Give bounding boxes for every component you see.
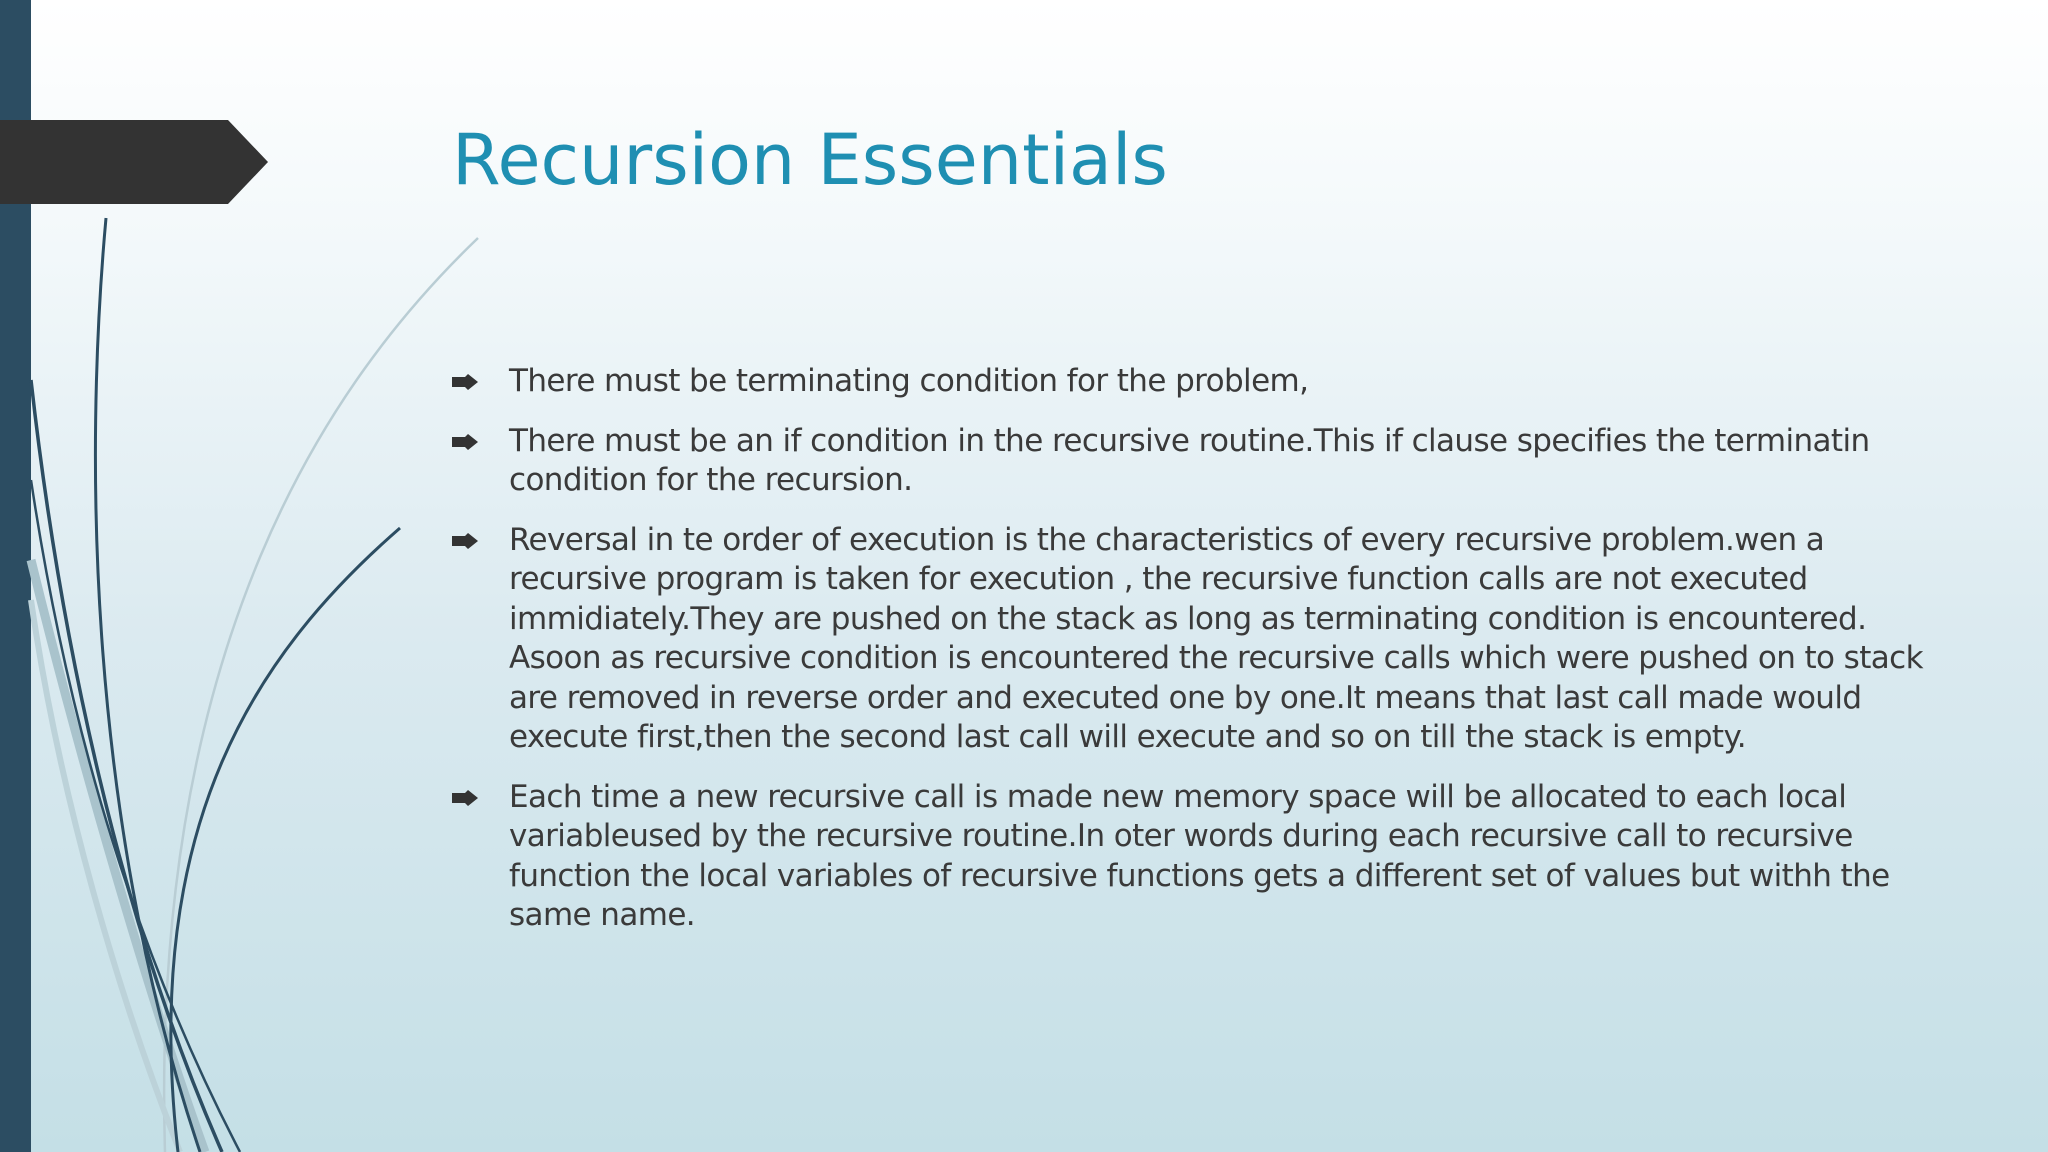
- arrow-tab-shape: [0, 120, 268, 204]
- bullet-item: [452, 521, 1932, 758]
- slide-title: Recursion Essentials: [452, 119, 1168, 201]
- arrow-right-icon: [452, 374, 478, 390]
- bullet-item: [452, 778, 1932, 936]
- bullet-text: There must be terminating condition for the problem,: [509, 363, 1309, 399]
- bullet-text: There must be an if condition in the recursive routine.This if clause specifies the terminatin condition for the recursion.: [509, 422, 1870, 498]
- arrow-right-icon: [452, 533, 478, 549]
- bullet-text: Each time a new recursive call is made new memory space will be allocated to each local variableused by the recursive routine.In oter words during each recursive call to recursive function the local variables of recursive functions gets a different set of values but withh the same name.: [509, 778, 1890, 933]
- bullet-text: Reversal in te order of execution is the characteristics of every recursive problem.wen a recursive program is taken for execution , the recursive function calls are not executed immidiately.They are pushed on the stack as long as terminating condition is encountered. Asoon as recursive condition is encountered the recursive calls which were pushed on to stack are removed in reverse order and executed one by one.It means that last call made would execute first,then the second last call will execute and so on till the stack is empty.: [509, 521, 1923, 755]
- bullet-list: [452, 362, 1932, 956]
- bullet-item: [452, 362, 1932, 402]
- bullet-item: [452, 422, 1932, 501]
- decorative-curves: [0, 0, 520, 1152]
- arrow-right-icon: [452, 434, 478, 450]
- arrow-right-icon: [452, 790, 478, 806]
